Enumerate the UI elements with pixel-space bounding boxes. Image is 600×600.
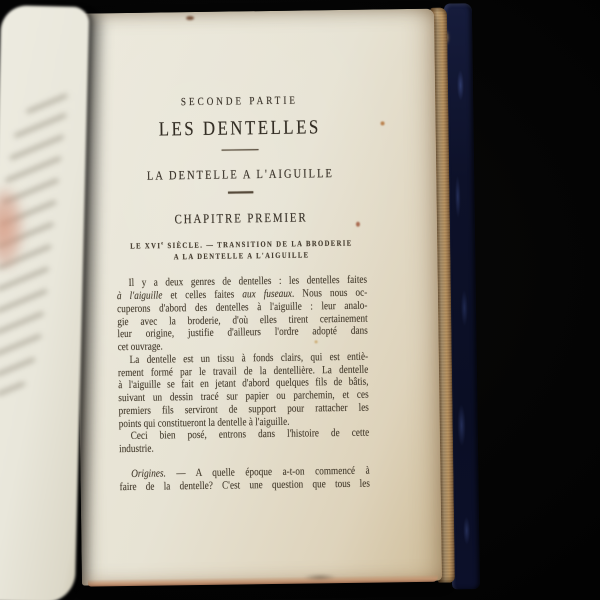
- blurred-text-line: [0, 312, 44, 335]
- body-line: Il y a deux genres de dentelles : les dentelles faites: [128, 273, 368, 290]
- blurred-text-line: [0, 358, 35, 377]
- book: [60, 3, 480, 595]
- chapter-heading: CHAPITRE PREMIER: [174, 209, 308, 226]
- text-column: [114, 94, 370, 494]
- main-title: LES DENTELLES: [158, 116, 321, 141]
- blurred-text-line: [9, 135, 64, 160]
- body-line: industrie.: [118, 442, 154, 456]
- foxing-spot: [381, 121, 385, 125]
- body-line: La dentelle est un tissu à fonds clairs, qui est entiè-: [129, 350, 369, 366]
- body-line: à l'aiguille et celles faites aux fuseaux. Nous nous oc-: [116, 286, 368, 303]
- foxing-spot: [315, 340, 318, 343]
- chapter-subtitle-line1: LE XVIe SIÈCLE. — TRANSITION DE LA BRODERIE: [130, 238, 353, 251]
- body-line: Ceci bien posé, entrons dans l'histoire de cette: [130, 426, 370, 443]
- blurred-text-line: [5, 156, 62, 182]
- body-line: rement formé par le travail de la dentellière. La dentelle: [117, 363, 369, 379]
- page-bottom-edge: [88, 575, 438, 587]
- body-line: points qui constitueront la dentelle à l'aiguille.: [118, 415, 290, 430]
- blurred-text-line: [14, 113, 67, 137]
- body-line: gie avec la broderie, d'où elles tirent certainement: [117, 312, 368, 328]
- body-line: à l'aiguille se fait en jetant d'abord quelques fils de bâtis,: [118, 375, 369, 392]
- turning-page-blurred: [0, 5, 89, 600]
- blurred-text-line: [0, 267, 49, 291]
- body-line: leur origine, justifie d'ailleurs l'ordre adopté dans: [117, 324, 368, 341]
- body-text: [117, 274, 370, 493]
- part-label: SECONDE PARTIE: [180, 94, 298, 109]
- blurred-text-line: [0, 382, 25, 396]
- blurred-text-line: [0, 289, 48, 313]
- body-line: suivant un dessin tracé sur papier ou parchemin, et ces: [118, 388, 369, 405]
- body-line: Origines. — A quelle époque a-t-on commencé à: [131, 464, 370, 480]
- section-title: LA DENTELLE A L'AIGUILLE: [146, 166, 335, 184]
- divider-rule: [228, 192, 253, 194]
- body-line: cuperons d'abord des dentelles à l'aiguille : leur analo-: [117, 299, 368, 315]
- divider-rule: [222, 149, 259, 151]
- chapter-subtitle-line2: A LA DENTELLE A L'AIGUILLE: [173, 250, 310, 262]
- body-line: cet ouvrage.: [117, 340, 163, 354]
- bottom-smudge: [304, 574, 336, 580]
- body-line: faire de la dentelle? C'est une question que tous les: [119, 477, 370, 493]
- foxing-spot: [186, 16, 194, 20]
- foxing-spot: [356, 222, 360, 227]
- body-line: premiers fils serviront de support pour rattacher les: [118, 401, 369, 417]
- book-page: [74, 9, 442, 586]
- blurred-text-line: [0, 334, 42, 356]
- blurred-text-line: [26, 94, 68, 114]
